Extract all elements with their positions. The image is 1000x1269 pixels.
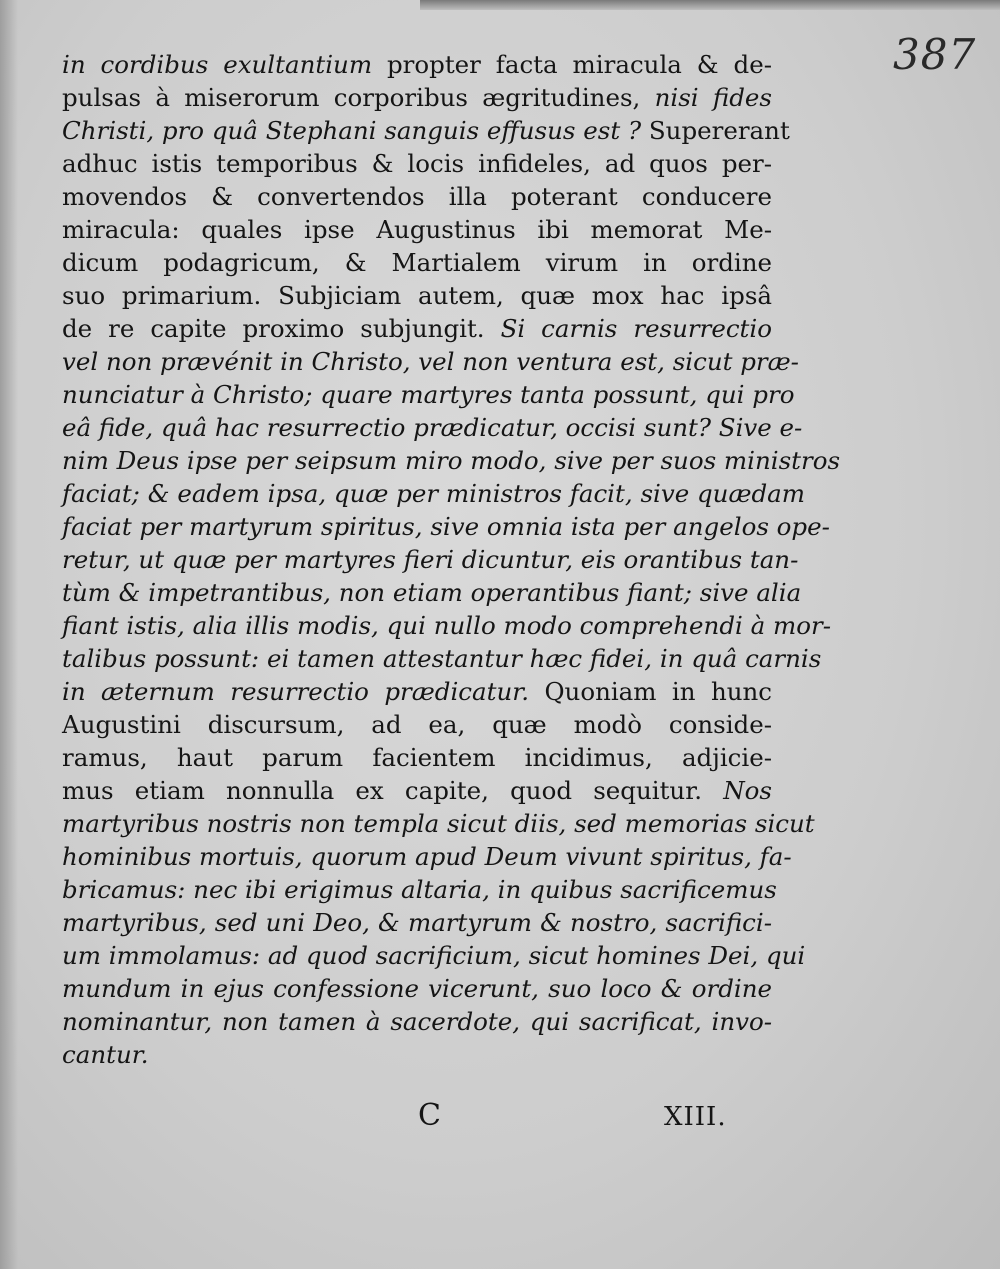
- roman-text: pulsas à miserorum corporibus ægritudines,: [62, 83, 655, 112]
- body-text: [62, 48, 841, 1071]
- italic-text: tùm & impetrantibus, non etiam operantibus fiant; sive alia: [62, 578, 802, 607]
- italic-text: eâ fide, quâ hac resurrectio prædicatur, occisi sunt? Sive e-: [62, 413, 803, 442]
- roman-text: propter facta miracula & de-: [386, 50, 773, 79]
- signature-mark: C: [418, 1098, 441, 1133]
- text-line: [62, 774, 772, 807]
- text-line: [62, 246, 772, 279]
- text-line: [62, 675, 772, 708]
- roman-text: movendos & convertendos illa poterant conducere: [62, 182, 772, 211]
- roman-text: suo primarium. Subjiciam autem, quæ mox hac ipsâ: [62, 281, 772, 310]
- italic-text: nominantur, non tamen à sacerdote, qui sacrificat, invo-: [62, 1007, 772, 1036]
- text-line: [62, 180, 772, 213]
- text-line: [62, 345, 799, 378]
- text-line: [62, 972, 772, 1005]
- italic-text: mundum in ejus confessione vicerunt, suo loco & ordine: [62, 974, 772, 1003]
- text-line: [62, 708, 772, 741]
- text-line: [62, 609, 832, 642]
- page-number: 387: [893, 30, 977, 79]
- gutter-shadow: [0, 0, 18, 1269]
- text-line: [62, 642, 822, 675]
- text-line: [62, 1038, 772, 1071]
- text-line: [62, 48, 772, 81]
- italic-text: cantur.: [62, 1040, 149, 1069]
- italic-text: um immolamus: ad quod sacrificium, sicut homines Dei, qui: [62, 941, 806, 970]
- italic-text: martyribus, sed uni Deo, & martyrum & nostro, sacrifici-: [62, 908, 772, 937]
- roman-text: adhuc istis temporibus & locis infideles, ad quos per-: [62, 149, 772, 178]
- text-line: [62, 477, 805, 510]
- text-line: [62, 279, 772, 312]
- catchword: XIII.: [664, 1102, 727, 1132]
- roman-text: miracula: quales ipse Augustinus ibi memorat Me-: [62, 215, 772, 244]
- italic-text: nunciatur à Christo; quare martyres tanta possunt, qui pro: [62, 380, 795, 409]
- italic-text: martyribus nostris non templa sicut diis, sed memorias sicut: [62, 809, 815, 838]
- roman-text: Supererant: [648, 116, 790, 145]
- text-line: [62, 378, 795, 411]
- italic-text: hominibus mortuis, quorum apud Deum vivunt spiritus, fa-: [62, 842, 792, 871]
- text-line: [62, 312, 772, 345]
- italic-text: faciat; & eadem ipsa, quæ per ministros facit, sive quædam: [62, 479, 805, 508]
- text-line: [62, 840, 792, 873]
- text-line: [62, 807, 815, 840]
- text-line: [62, 576, 802, 609]
- text-line: [62, 1005, 772, 1038]
- roman-text: dicum podagricum, & Martialem virum in ordine: [62, 248, 772, 277]
- roman-text: ramus, haut parum facientem incidimus, adjicie-: [62, 743, 772, 772]
- italic-text: bricamus: nec ibi erigimus altaria, in quibus sacrificemus: [62, 875, 777, 904]
- text-line: [62, 939, 806, 972]
- text-line: [62, 444, 841, 477]
- italic-text: fiant istis, alia illis modis, qui nullo modo comprehendi à mor-: [62, 611, 832, 640]
- text-line: [62, 510, 830, 543]
- text-line: [62, 213, 772, 246]
- italic-text: in cordibus exultantium: [62, 50, 387, 79]
- roman-text: Quoniam in hunc: [544, 677, 772, 706]
- roman-text: Augustini discursum, ad ea, quæ modò conside-: [62, 710, 772, 739]
- text-line: [62, 873, 777, 906]
- text-line: [62, 741, 772, 774]
- roman-text: mus etiam nonnulla ex capite, quod sequitur.: [62, 776, 724, 805]
- italic-text: nim Deus ipse per seipsum miro modo, sive per suos ministros: [62, 446, 841, 475]
- italic-text: in æternum resurrectio prædicatur.: [62, 677, 545, 706]
- text-line: [62, 906, 772, 939]
- italic-text: faciat per martyrum spiritus, sive omnia ista per angelos ope-: [62, 512, 830, 541]
- text-line: [62, 81, 772, 114]
- page-footer: [0, 1098, 1000, 1138]
- page-edge-shadow: [420, 0, 1000, 10]
- text-line: [62, 147, 772, 180]
- text-line: [62, 543, 799, 576]
- italic-text: Si carnis resurrectio: [500, 314, 772, 343]
- italic-text: retur, ut quæ per martyres fieri dicuntur, eis orantibus tan-: [62, 545, 799, 574]
- roman-text: de re capite proximo subjungit.: [62, 314, 501, 343]
- italic-text: talibus possunt: ei tamen attestantur hæc fidei, in quâ carnis: [62, 644, 822, 673]
- text-line: [62, 114, 790, 147]
- italic-text: Christi, pro quâ Stephani sanguis effusus est ?: [62, 116, 649, 145]
- text-line: [62, 411, 803, 444]
- italic-text: nisi fides: [654, 83, 772, 112]
- italic-text: Nos: [723, 776, 772, 805]
- italic-text: vel non prævénit in Christo, vel non ventura est, sicut præ-: [62, 347, 799, 376]
